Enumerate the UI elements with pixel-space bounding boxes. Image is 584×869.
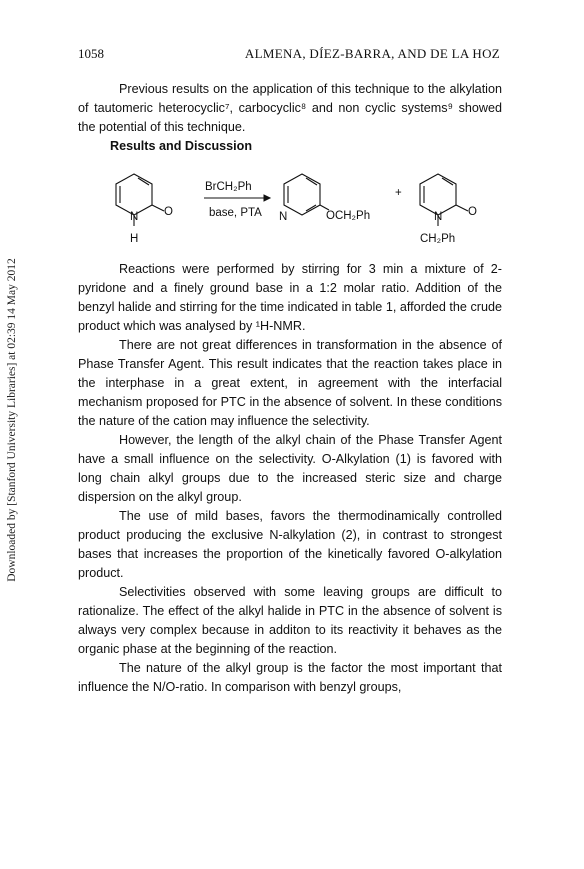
download-note: Downloaded by [Stanford University Libraries] at 02:39 14 May 2012	[6, 258, 19, 582]
start-o-label: O	[164, 206, 173, 218]
start-h-label: H	[130, 233, 139, 245]
paragraph: The use of mild bases, favors the thermodinamically controlled product producing the exclusive N-alkylation (2), in contrast to strongest bases that increases the proportion of the kinetically favored O-alkylation product.	[78, 509, 502, 580]
intro-paragraph: Previous results on the application of this technique to the alkylation of tautomeric heterocyclic⁷, carbocyclic⁸ and non cyclic systems⁹ showed the potential of this technique.	[78, 82, 502, 134]
paragraph: Selectivities observed with some leaving groups are difficult to rationalize. The effect of the alkyl halide in PTC in the absence of solvent is always very complex because in additon to its reactivity it behaves as the organic phase at the beginning of the reaction.	[78, 585, 502, 656]
p1-n-label: N	[279, 211, 288, 223]
section-heading: Results and Discussion	[110, 139, 253, 153]
paragraph: There are not great differences in transformation in the absence of Phase Transfer Agent. This result indicates that the reaction takes place in the interphase in a great extent, in agreement with the interfacial mechanism proposed for PTC in the absence of solvent. In these conditions the nature of the cation may influence the selectivity.	[78, 338, 502, 428]
plus-sign: +	[395, 187, 402, 199]
running-header	[78, 46, 500, 64]
download-watermark	[4, 180, 20, 660]
intro-section	[78, 80, 502, 156]
p2-n-label: N	[434, 211, 443, 223]
reagent-label: BrCH₂Ph	[205, 181, 252, 193]
start-n-label: N	[130, 211, 139, 223]
reaction-arrow	[204, 195, 270, 201]
reaction-scheme	[112, 170, 492, 252]
p1-sub-label: OCH₂Ph	[326, 210, 371, 222]
paragraph: However, the length of the alkyl chain of the Phase Transfer Agent have a small influence on the selectivity. O-Alkylation (1) is favored with long chain alkyl groups due to the increased steric size and charge dispersion on the alkyl group.	[78, 433, 502, 504]
n-alkyl-product-structure	[420, 174, 468, 226]
paragraph: Reactions were performed by stirring for 3 min a mixture of 2-pyridone and a finely ground base in a 1:2 molar ratio. Addition of the benzyl halide and stirring for the time indicated in table 1, afforded the crude product which was analysed by ¹H-NMR.	[78, 262, 502, 333]
running-authors: ALMENA, DÍEZ-BARRA, AND DE LA HOZ	[244, 46, 500, 61]
p2-sub-label: CH₂Ph	[420, 233, 456, 245]
page-number: 1058	[78, 46, 104, 61]
p2-o-label: O	[468, 206, 477, 218]
o-alkyl-product-structure	[284, 174, 329, 215]
pyridone-structure	[116, 174, 164, 226]
conditions-label: base, PTA	[209, 207, 262, 219]
paragraph: The nature of the alkyl group is the factor the most important that influence the N/O-ratio. In comparison with benzyl groups,	[78, 661, 502, 694]
body-text	[78, 260, 502, 697]
